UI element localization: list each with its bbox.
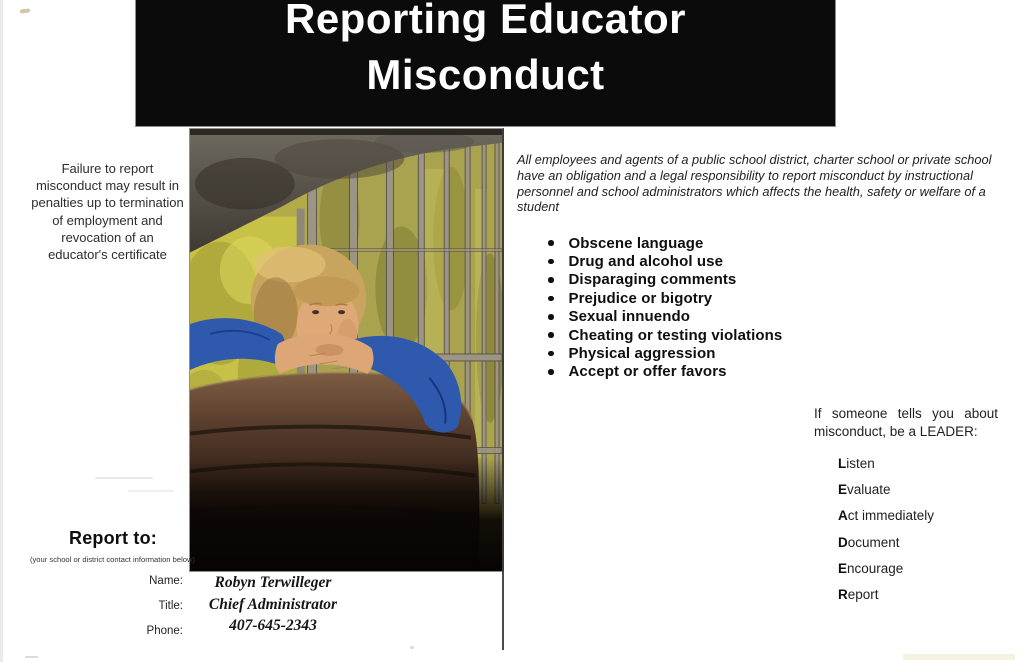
scan-edge-artifact [0, 0, 3, 662]
misconduct-item: Physical aggression [548, 344, 782, 362]
misconduct-item: Drug and alcohol use [548, 252, 782, 270]
pen-mark-artifact [20, 8, 30, 13]
contact-phone: 407-645-2343 [229, 617, 317, 634]
column-divider-line [502, 571, 504, 650]
bullet-icon [548, 296, 554, 302]
bus-photo [189, 128, 504, 572]
penalty-warning-text: Failure to report misconduct may result in penalties up to termination of employment and revocation of an educator's certificate [31, 161, 184, 263]
scan-smudge [410, 646, 414, 649]
leader-item: Encourage [838, 560, 904, 576]
bullet-icon [548, 277, 554, 283]
contact-field-labels [98, 569, 183, 644]
leader-intro [814, 405, 998, 441]
leader-intro-line1: If someone tells you about [814, 406, 998, 421]
contact-name: Robyn Terwilleger [214, 574, 332, 591]
leader-item: Act immediately [838, 508, 935, 524]
bullet-icon [548, 351, 554, 357]
misconduct-item: Disparaging comments [548, 271, 782, 289]
leader-item: Evaluate [838, 482, 891, 498]
misconduct-list [548, 234, 782, 381]
photo-dark-bottom [190, 458, 502, 571]
scan-smudge [25, 656, 38, 658]
name-field-label: Name: [149, 575, 183, 587]
leader-item: Document [838, 534, 900, 550]
bullet-icon [548, 240, 554, 246]
misconduct-item: Prejudice or bigotry [548, 289, 782, 307]
scan-smudge [95, 477, 153, 479]
report-to-heading: Report to: [69, 528, 157, 548]
obligation-paragraph: All employees and agents of a public school district, charter school or private school have an obligation and a legal responsibility to report misconduct by instructional personnel and school administrators which affects the health, safety or welfare of a student [517, 152, 992, 215]
bullet-icon [548, 369, 554, 375]
page-title-line2: Misconduct [366, 51, 605, 98]
leader-intro-line2: misconduct, be a LEADER: [814, 424, 978, 439]
phone-field-label: Phone: [146, 625, 183, 637]
misconduct-item: Cheating or testing violations [548, 326, 782, 344]
misconduct-item: Sexual innuendo [548, 308, 782, 326]
bullet-icon [548, 332, 554, 338]
contact-title: Chief Administrator [208, 595, 338, 613]
title-banner [135, 0, 836, 127]
scan-smudge [128, 490, 174, 492]
leader-item: Report [838, 586, 879, 602]
page-title-line1: Reporting Educator [284, 0, 686, 42]
handwritten-contact-info [192, 572, 354, 637]
scan-smudge [903, 654, 1015, 660]
leader-list [838, 451, 934, 608]
bus-photo-illustration [190, 129, 502, 571]
leader-item: Listen [838, 456, 875, 471]
misconduct-item: Accept or offer favors [548, 363, 782, 381]
bullet-icon [548, 314, 554, 320]
misconduct-item: Obscene language [548, 234, 782, 252]
report-to-note: (your school or district contact information below) [29, 555, 196, 564]
title-field-label: Title: [158, 600, 183, 612]
bullet-icon [548, 259, 554, 265]
